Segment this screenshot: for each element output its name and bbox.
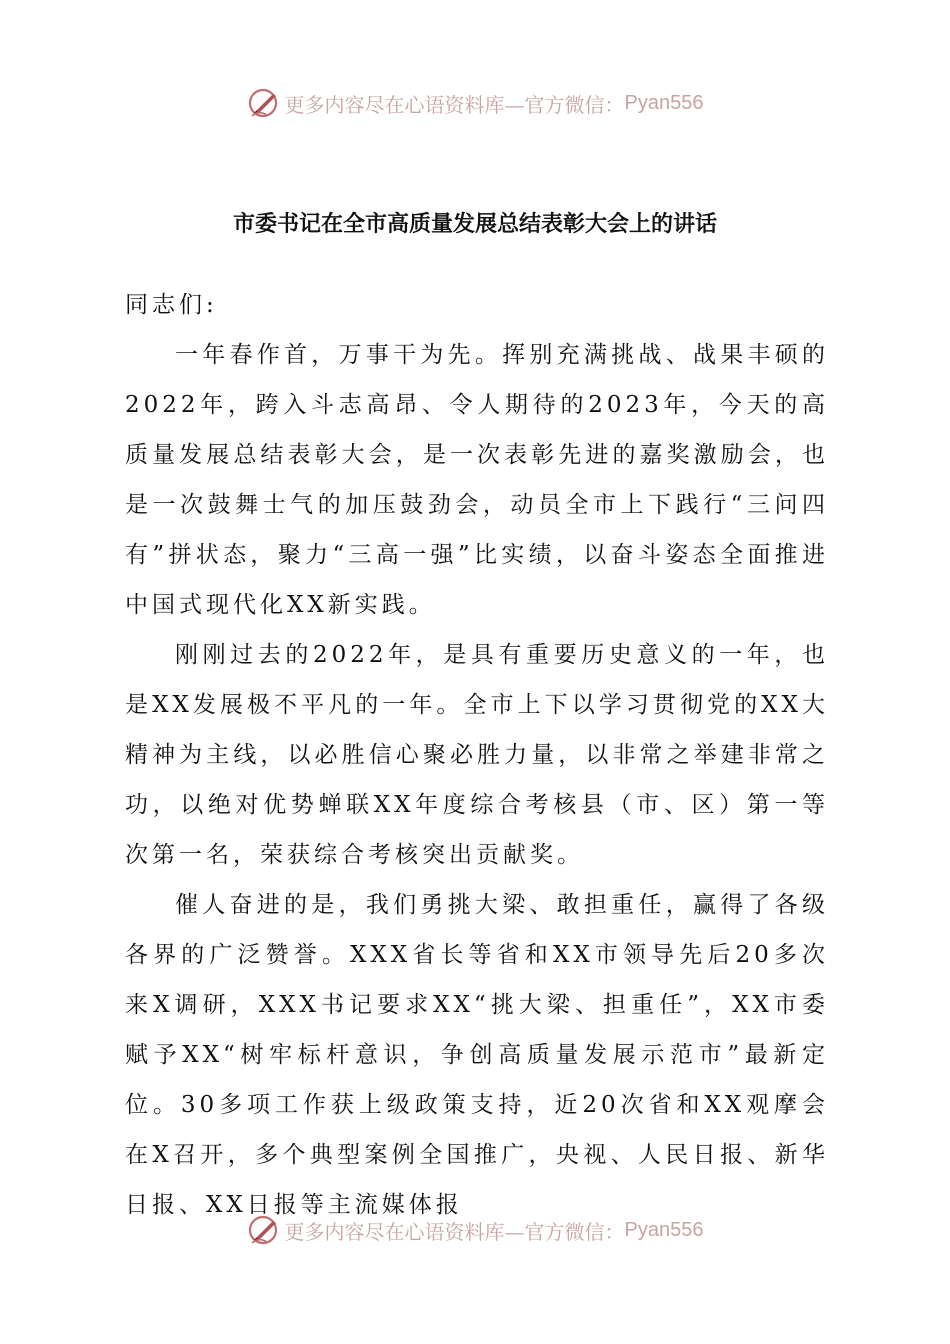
top-banner — [0, 83, 950, 123]
document-title: 市委书记在全市高质量发展总结表彰大会上的讲话 — [232, 211, 717, 237]
banner-text: 更多内容尽在心语资料库—官方微信： — [284, 92, 625, 117]
banner-wechat-id: Pyan556 — [624, 91, 704, 114]
banner-text: 更多内容尽在心语资料库—官方微信： — [284, 1219, 625, 1244]
paragraph: 催人奋进的是，我们勇挑大梁、敢担重任，赢得了各级各界的广泛赞誉。XXX省长等省和XX市领导先后20多次来X调研，XXX书记要求XX“挑大梁、担重任”，XX市委赋予XX“树牢标杆意识，争创高质量发展示范市”最新定位。30多项工作获上级政策支持，近20次省和XX观摩会在X召开，多个典型案例全国推广，央视、人民日报、新华日报、XX日报等主流媒体报 — [125, 892, 829, 1218]
paragraph: 刚刚过去的2022年，是具有重要历史意义的一年，也是XX发展极不平凡的一年。全市上下以学习贯彻党的XX大精神为主线，以必胜信心聚必胜力量，以非常之举建非常之功，以绝对优势蝉联XX年度综合考核县（市、区）第一等次第一名，荣获综合考核突出贡献奖。 — [125, 642, 829, 868]
quill-pen-logo-icon — [247, 1213, 281, 1247]
paragraph: 一年春作首，万事干为先。挥别充满挑战、战果丰硕的2022年，跨入斗志高昂、令人期待的2023年，今天的高质量发展总结表彰大会，是一次表彰先进的嘉奖激励会，也是一次鼓舞士气的加压鼓劲会，动员全市上下践行“三问四有”拼状态，聚力“三高一强”比实绩，以奋斗姿态全面推进中国式现代化XX新实践。 — [125, 342, 829, 618]
bottom-banner — [0, 1210, 950, 1250]
banner-wechat-id: Pyan556 — [624, 1218, 704, 1241]
salutation: 同志们: — [125, 292, 218, 318]
document-body — [125, 280, 829, 1230]
quill-pen-logo-icon — [247, 86, 281, 120]
